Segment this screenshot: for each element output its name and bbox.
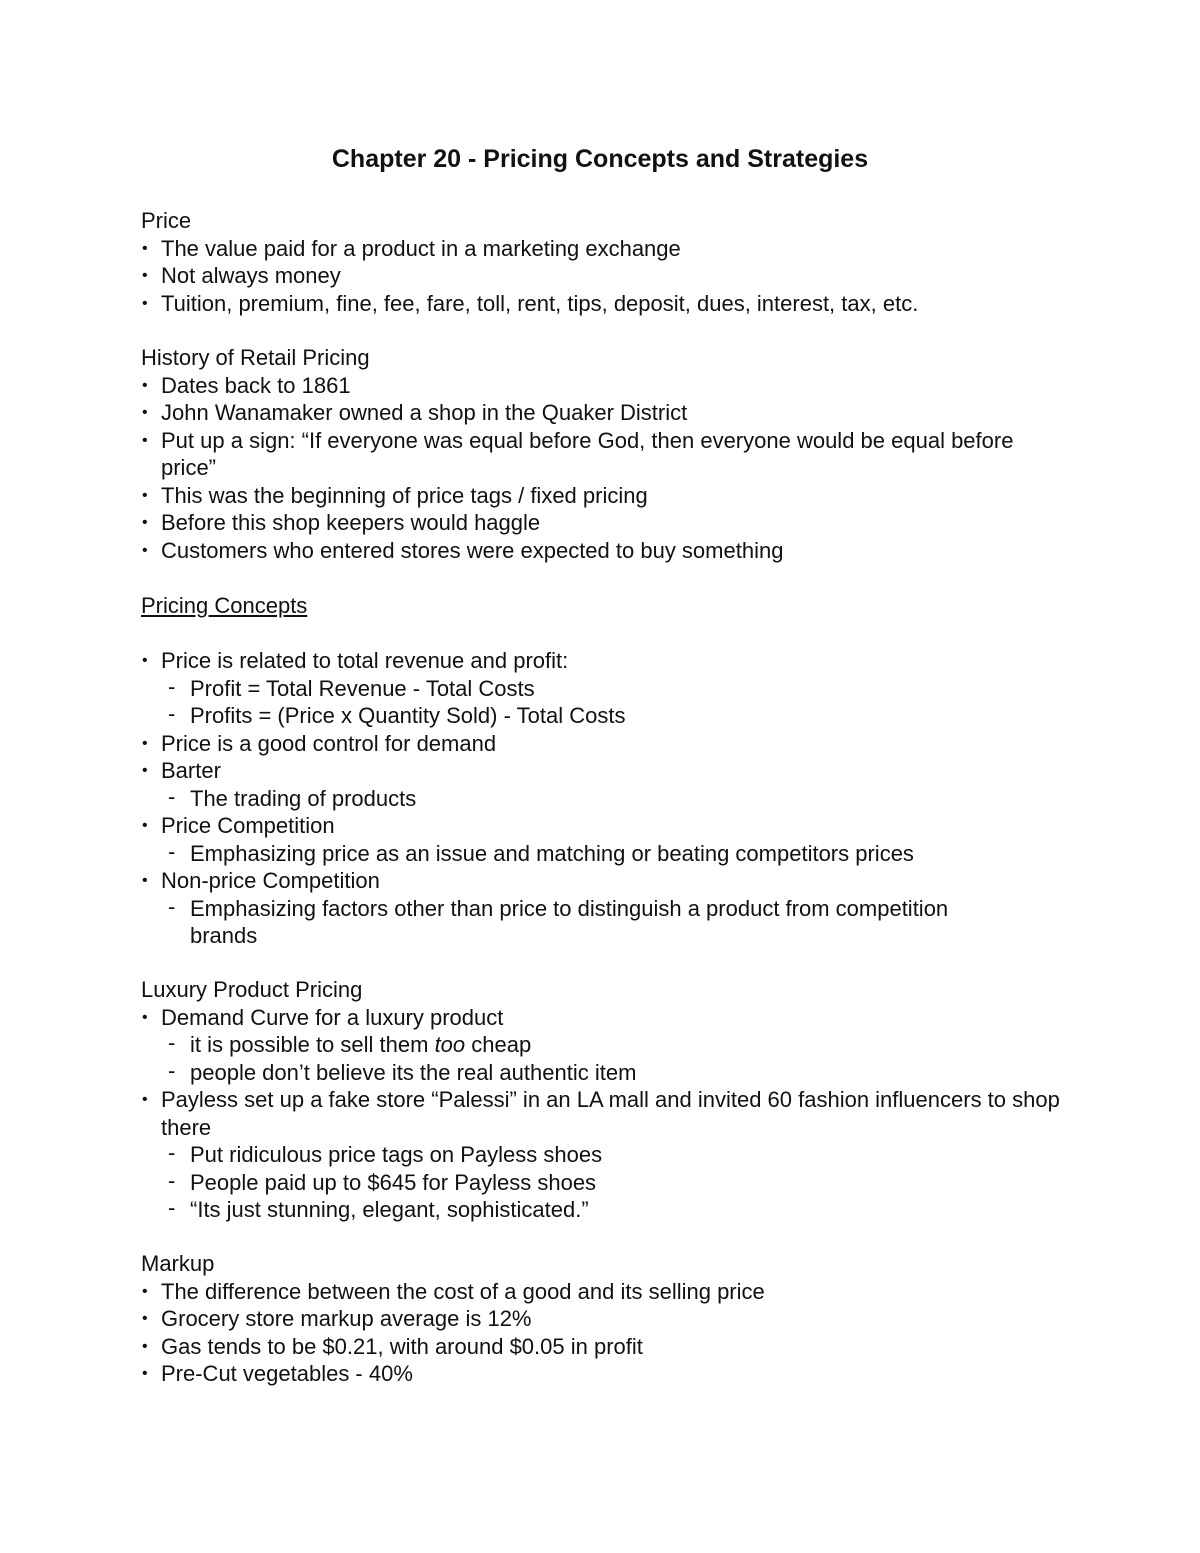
section-luxury bbox=[141, 976, 1080, 1224]
bullet-list-price bbox=[141, 235, 1080, 318]
bullet-item: • Not always money bbox=[141, 262, 1080, 290]
sub-bullet-item: - Put ridiculous price tags on Payless shoes bbox=[141, 1141, 1080, 1169]
bullet-item: • Non-price Competition bbox=[141, 867, 1080, 895]
bullet-item: • Gas tends to be $0.21, with around $0.05 in profit bbox=[141, 1333, 1080, 1361]
section-pricing-concepts bbox=[141, 592, 1080, 950]
bullet-list-markup bbox=[141, 1278, 1080, 1388]
bullet-item: • Pre-Cut vegetables - 40% bbox=[141, 1360, 1080, 1388]
sub-bullet-item: - People paid up to $645 for Payless shoes bbox=[141, 1169, 1080, 1197]
section-heading-markup: Markup bbox=[141, 1251, 215, 1276]
bullet-item: • Customers who entered stores were expected to buy something bbox=[141, 537, 1080, 565]
bullet-item: • Put up a sign: “If everyone was equal before God, then everyone would be equal before price” bbox=[141, 427, 1080, 482]
sub-bullet-item: - Emphasizing price as an issue and matching or beating competitors prices bbox=[141, 840, 1080, 868]
bullet-item: • The value paid for a product in a marketing exchange bbox=[141, 235, 1080, 263]
bullet-item: • Barter bbox=[141, 757, 1080, 785]
bullet-item: • Price Competition bbox=[141, 812, 1080, 840]
section-heading-history: History of Retail Pricing bbox=[141, 345, 370, 370]
bullet-item: • This was the beginning of price tags / fixed pricing bbox=[141, 482, 1080, 510]
section-markup bbox=[141, 1250, 1080, 1388]
sub-bullet-item: - Profits = (Price x Quantity Sold) - Total Costs bbox=[141, 702, 1080, 730]
bullet-item: • Before this shop keepers would haggle bbox=[141, 509, 1080, 537]
page-title: Chapter 20 - Pricing Concepts and Strategies bbox=[331, 145, 869, 173]
section-history bbox=[141, 344, 1080, 564]
section-heading-luxury: Luxury Product Pricing bbox=[141, 977, 363, 1002]
section-price bbox=[141, 207, 1080, 317]
section-heading-price: Price bbox=[141, 208, 192, 233]
bullet-item: • John Wanamaker owned a shop in the Quaker District bbox=[141, 399, 1080, 427]
sub-bullet-item bbox=[141, 1031, 1080, 1059]
text-run: it is possible to sell them bbox=[190, 1032, 429, 1057]
bullet-item: • Dates back to 1861 bbox=[141, 372, 1080, 400]
blank-line bbox=[141, 620, 1080, 648]
bullet-item: • Grocery store markup average is 12% bbox=[141, 1305, 1080, 1333]
bullet-item: • Price is related to total revenue and profit: bbox=[141, 647, 1080, 675]
section-heading-pricing-concepts: Pricing Concepts bbox=[141, 593, 308, 618]
sub-bullet-item: - Profit = Total Revenue - Total Costs bbox=[141, 675, 1080, 703]
sub-bullet-item: - people don’t believe its the real authentic item bbox=[141, 1059, 1080, 1087]
bullet-item: • Demand Curve for a luxury product bbox=[141, 1004, 1080, 1032]
emphasis-text: too bbox=[434, 1032, 466, 1057]
bullet-item: • Tuition, premium, fine, fee, fare, toll, rent, tips, deposit, dues, interest, tax, etc. bbox=[141, 290, 1080, 318]
sub-bullet-item: - “Its just stunning, elegant, sophisticated.” bbox=[141, 1196, 1080, 1224]
text-run: cheap bbox=[471, 1032, 532, 1057]
bullet-item: • The difference between the cost of a good and its selling price bbox=[141, 1278, 1080, 1306]
bullet-list-pricing-concepts bbox=[141, 647, 1080, 950]
sub-bullet-item: - Emphasizing factors other than price to distinguish a product from competition brands bbox=[141, 895, 1080, 950]
bullet-list-history bbox=[141, 372, 1080, 565]
bullet-item: • Payless set up a fake store “Palessi” in an LA mall and invited 60 fashion influencers to shop there bbox=[141, 1086, 1080, 1141]
bullet-item: • Price is a good control for demand bbox=[141, 730, 1080, 758]
bullet-list-luxury bbox=[141, 1004, 1080, 1224]
sub-bullet-item: - The trading of products bbox=[141, 785, 1080, 813]
